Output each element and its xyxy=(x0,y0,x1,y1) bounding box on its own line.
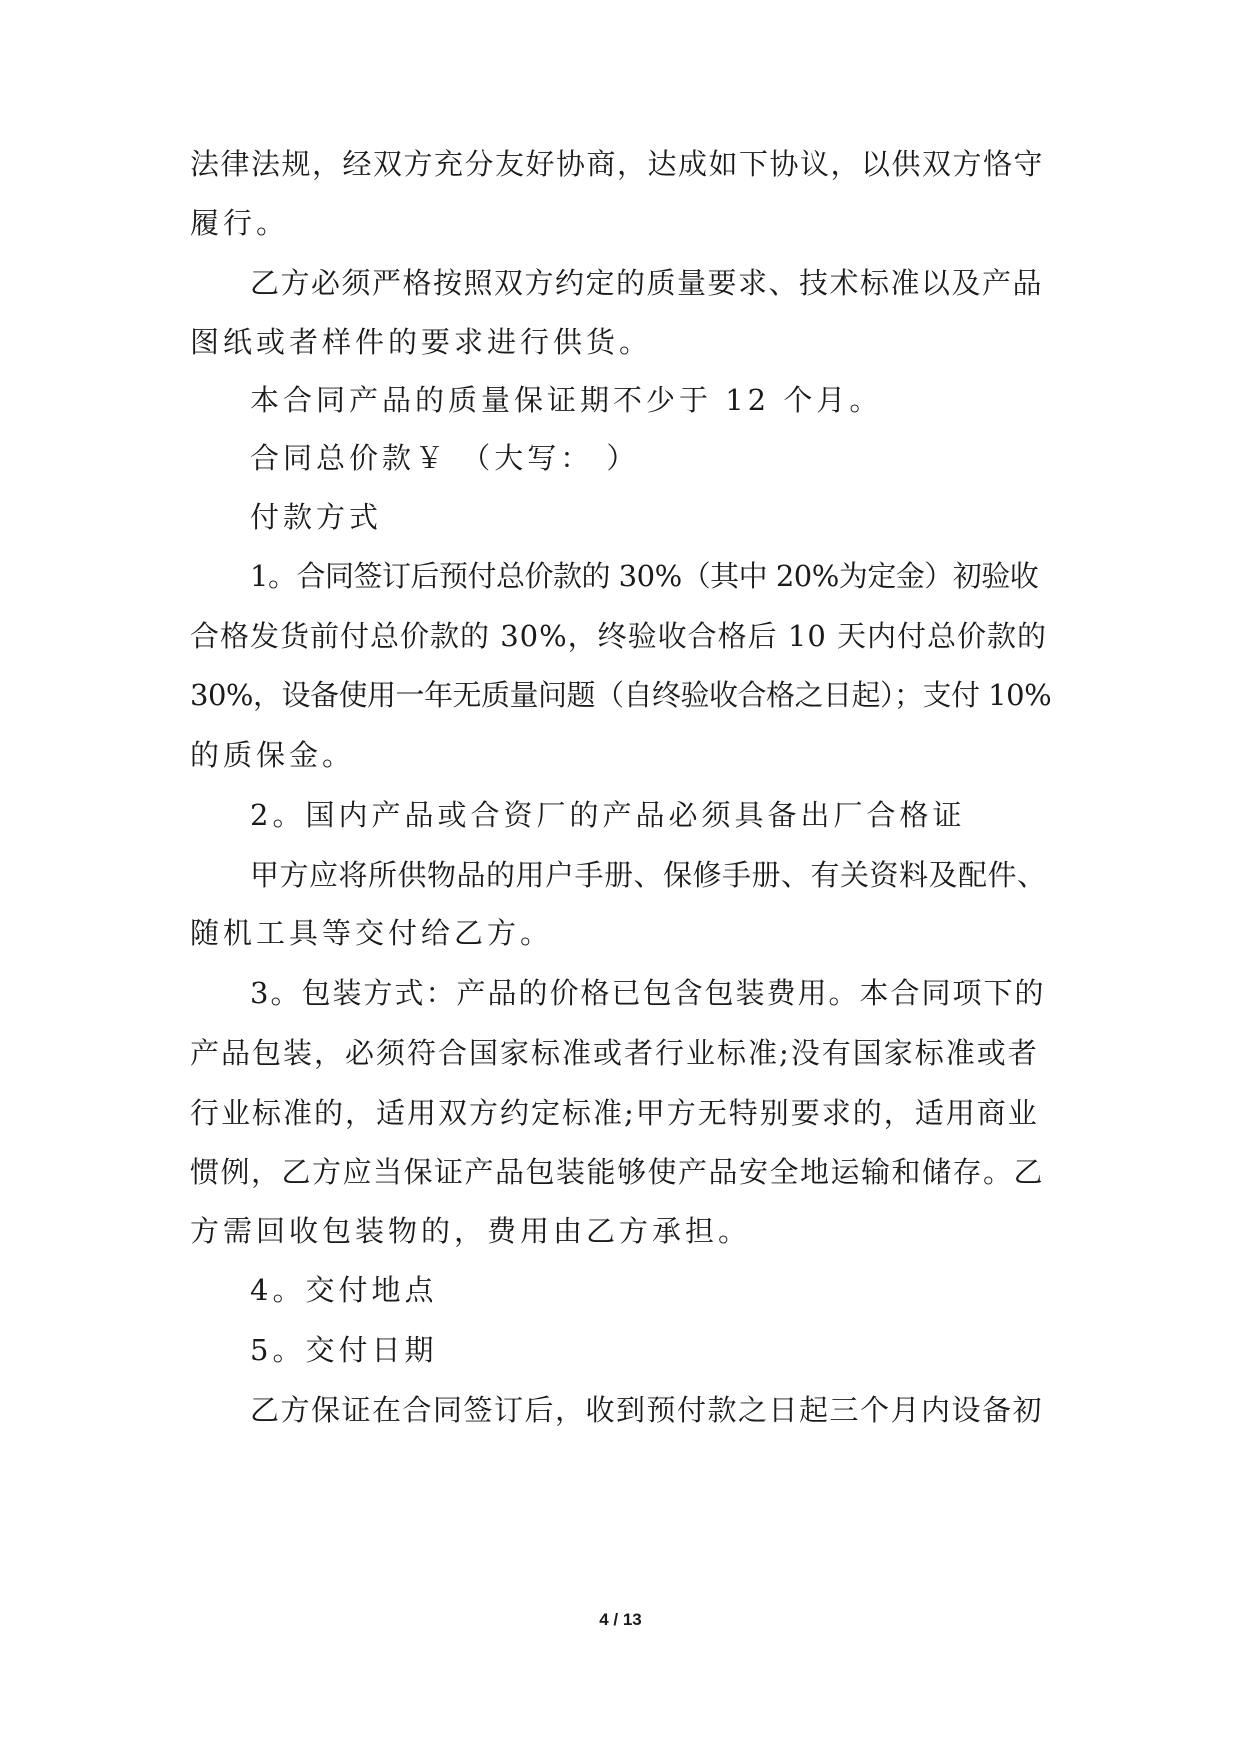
text-line: 随机工具等交付给乙方。 xyxy=(190,916,554,950)
text-line: 本合同产品的质量保证期不少于 12 个月。 xyxy=(250,383,883,417)
text-line: 的质保金。 xyxy=(190,738,356,772)
text-line: 4。交付地点 xyxy=(250,1273,438,1307)
text-line: 方需回收包装物的，费用由乙方承担。 xyxy=(190,1214,752,1248)
page-number: 4 / 13 xyxy=(599,1610,642,1629)
text-line: 甲方应将所供物品的用户手册、保修手册、有关资料及配件、 xyxy=(250,858,1047,892)
text-line: 乙方保证在合同签订后，收到预付款之日起三个月内设备初 xyxy=(250,1393,1044,1427)
text-line: 1。合同签订后预付总价款的 30%（其中 20%为定金）初验收 xyxy=(250,559,1039,593)
text-line: 30%，设备使用一年无质量问题（自终验收合格之日起）；支付 10% xyxy=(190,678,1052,712)
text-line: 合格发货前付总价款的 30%，终验收合格后 10 天内付总价款的 xyxy=(190,619,1048,653)
text-line: 行业标准的，适用双方约定标准;甲方无特别要求的，适用商业 xyxy=(190,1096,1039,1130)
text-line: 法律法规，经双方充分友好协商，达成如下协议，以供双方恪守 xyxy=(190,147,1045,181)
text-line: 合同总价款￥ （大写： ） xyxy=(250,441,640,475)
text-line: 图纸或者样件的要求进行供货。 xyxy=(190,325,653,359)
text-line: 惯例，乙方应当保证产品包装能够使产品安全地运输和储存。乙 xyxy=(190,1155,1045,1189)
text-line: 5。交付日期 xyxy=(250,1333,438,1367)
text-line: 产品包装，必须符合国家标准或者行业标准;没有国家标准或者 xyxy=(190,1036,1039,1070)
text-line: 乙方必须严格按照双方约定的质量要求、技术标准以及产品 xyxy=(250,266,1044,300)
text-line: 履行。 xyxy=(190,206,290,240)
text-line: 3。包装方式：产品的价格已包含包装费用。本合同项下的 xyxy=(250,976,1046,1010)
text-line: 2。国内产品或合资厂的产品必须具备出厂合格证 xyxy=(250,798,966,832)
text-line: 付款方式 xyxy=(250,500,383,534)
